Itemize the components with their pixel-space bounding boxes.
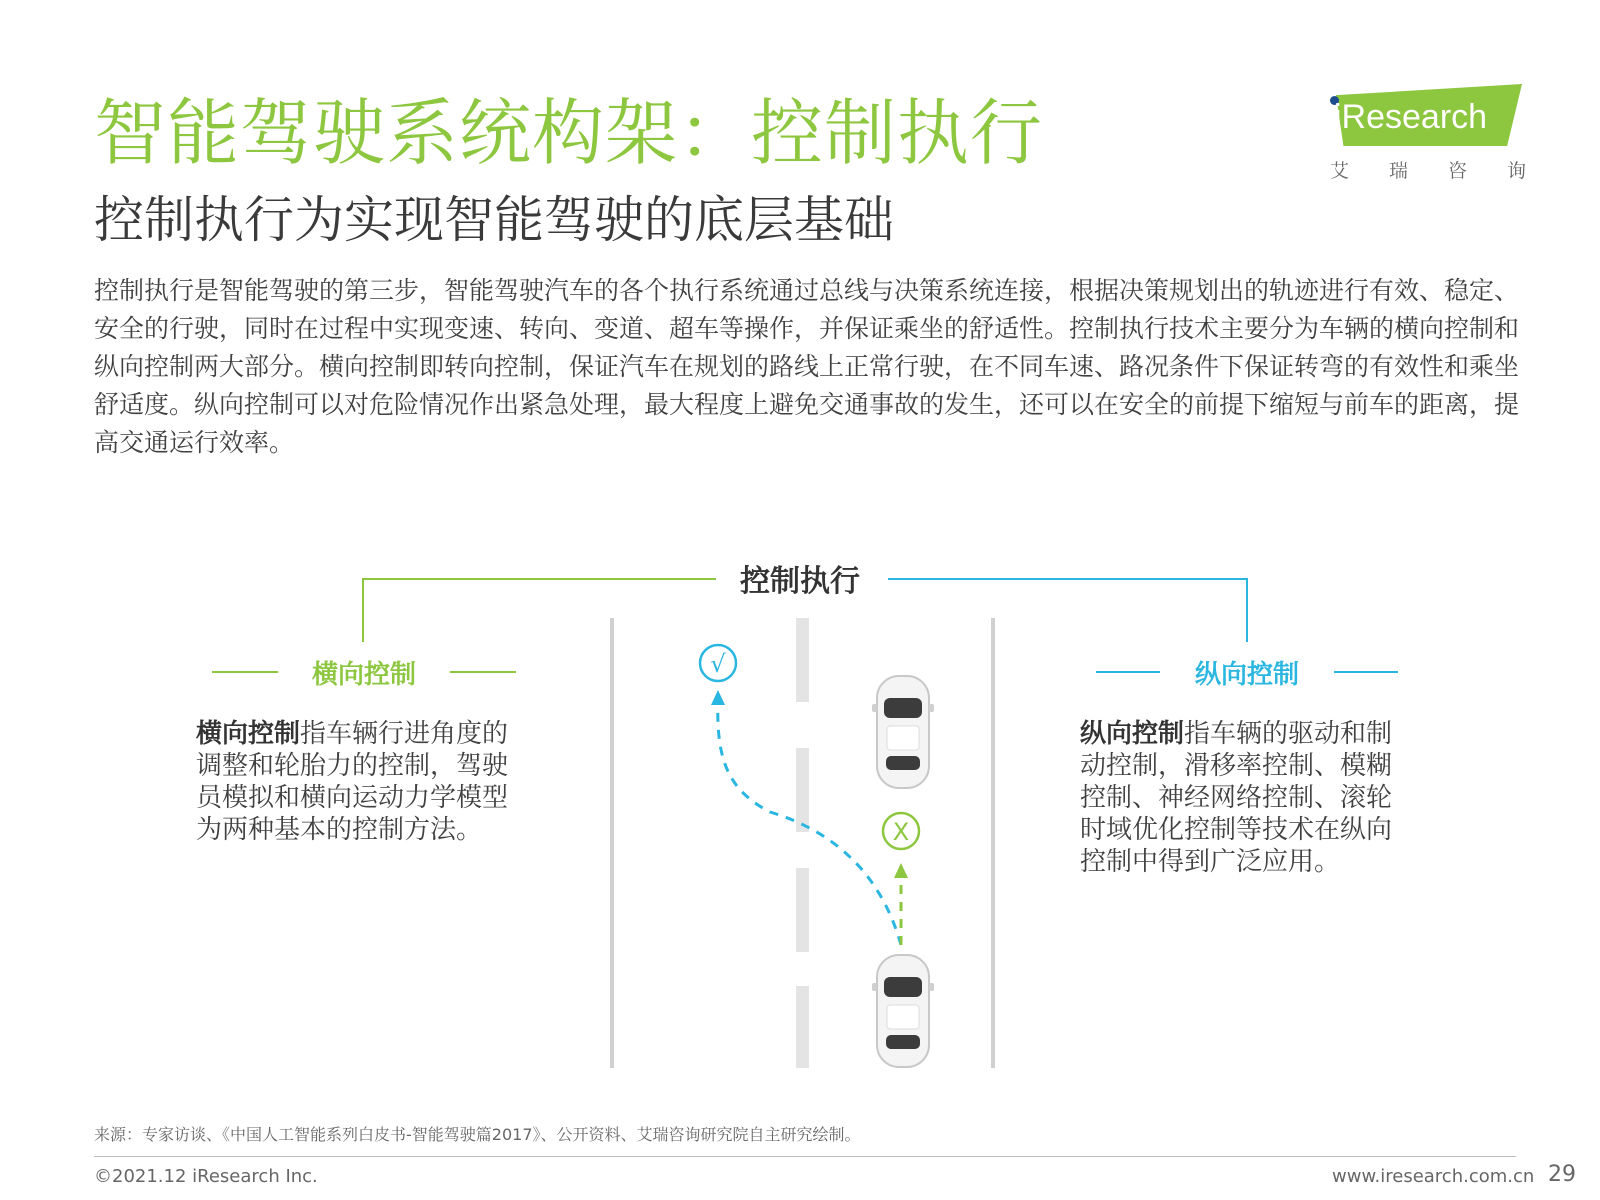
- longitudinal-term: 纵向控制: [1080, 719, 1185, 749]
- lateral-description-text: 指车辆行进角度的调整和轮胎力的控制，驾驶员模拟和横向运动力学模型为两种基本的控制方法。: [196, 719, 509, 845]
- logo-cn-char: 瑞: [1388, 160, 1408, 182]
- longitudinal-description: [1080, 718, 1410, 878]
- logo-cn-char: 艾: [1330, 160, 1350, 182]
- cross-icon: X: [892, 818, 910, 846]
- rear-car-icon: [872, 955, 934, 1067]
- lateral-heading: 横向控制: [311, 660, 416, 690]
- straight-arrowhead: [894, 863, 908, 878]
- footer-divider: [94, 1156, 1516, 1157]
- lateral-connector-line: [363, 579, 716, 642]
- longitudinal-connector-line: [888, 579, 1247, 642]
- logo-cn-char: 咨: [1447, 160, 1467, 182]
- page-subtitle: 控制执行为实现智能驾驶的底层基础: [94, 191, 894, 249]
- logo-brand-text: iResearch: [1334, 98, 1488, 136]
- hub-title: 控制执行: [740, 564, 860, 599]
- page-title: 智能驾驶系统构架：控制执行: [94, 91, 1044, 175]
- page-number: 29: [1548, 1162, 1576, 1187]
- front-car-icon: [872, 676, 934, 788]
- lane-change-path: [718, 700, 901, 945]
- road-center-dashes: [796, 618, 809, 1068]
- logo-cn-char: 询: [1506, 160, 1526, 182]
- intro-paragraph: 控制执行是智能驾驶的第三步，智能驾驶汽车的各个执行系统通过总线与决策系统连接，根据决策规划出的轨迹进行有效、稳定、安全的行驶，同时在过程中实现变速、转向、变道、超车等操作，并保证乘坐的舒适性。控制执行技术主要分为车辆的横向控制和纵向控制两大部分。横向控制即转向控制，保证汽车在规划的路线上正常行驶，在不同车速、路况条件下保证转弯的有效性和乘坐舒适度。纵向控制可以对危险情况作出紧急处理，最大程度上避免交通事故的发生，还可以在安全的前提下缩短与前车的距离，提高交通运行效率。: [94, 276, 1520, 457]
- copyright: ©2021.12 iResearch Inc.: [94, 1166, 318, 1187]
- longitudinal-description-text: 指车辆的驱动和制动控制，滑移率控制、模糊控制、神经网络控制、滚轮时域优化控制等技术在纵向控制中得到广泛应用。: [1080, 719, 1393, 877]
- website-url: www.iresearch.com.cn: [1332, 1166, 1535, 1187]
- source-note: 来源：专家访谈、《中国人工智能系列白皮书-智能驾驶篇2017》、公开资料、艾瑞咨询研究院自主研究绘制。: [94, 1125, 861, 1144]
- longitudinal-heading: 纵向控制: [1194, 660, 1299, 690]
- lateral-term: 横向控制: [196, 719, 301, 749]
- lane-change-arrowhead: [711, 690, 725, 705]
- check-icon: √: [710, 650, 726, 678]
- lateral-description: [196, 718, 526, 846]
